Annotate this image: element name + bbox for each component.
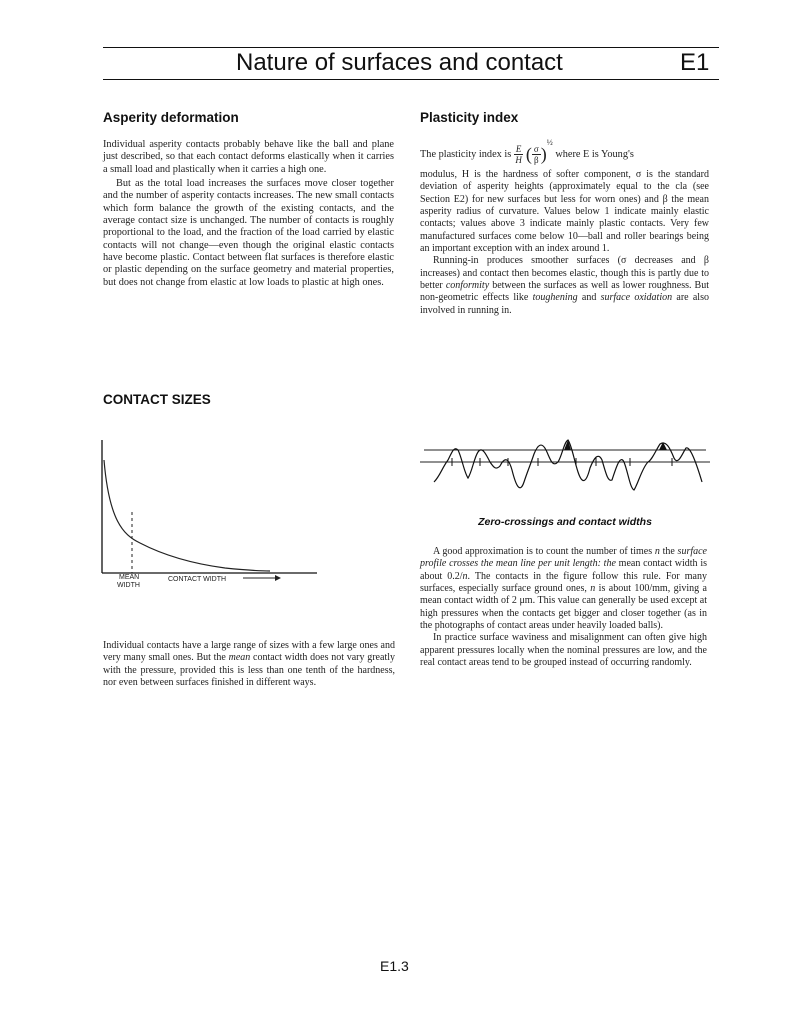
contact-sizes-heading: CONTACT SIZES [103,392,211,407]
zero-crossings-text [420,546,707,669]
distribution-curve [104,460,270,571]
surface-profile-figure [420,432,710,502]
plasticity-heading: Plasticity index [420,110,519,125]
mean-label-line1: MEAN [119,574,140,581]
formula-exponent: ½ [546,138,553,147]
formula-trail-text: where E is Young's [555,149,634,160]
axis-arrow-head [275,575,281,581]
header-rule-bottom [103,79,719,80]
zero-crossings-paragraph-2: In practice surface waviness and misalignment can often give high apparent pressures locally when the nominal pressures are low, and the real contact areas tend to be grouped instead of occurring randomly. [420,632,707,669]
header-rule-top [103,47,719,48]
figure-caption: Zero-crossings and contact widths [478,516,652,528]
asperity-paragraph-2: But as the total load increases the surfaces move closer together and the number of asperity contacts increases. The new small contacts which form balance the growth of the existing contacts, and the average contact size is unchanged. The number of contacts is roughly proportional to the load, and the fraction of the load carried by elastic contacts will not change—even though the original elastic contacts have become plastic. Contact between flat surfaces is therefore elastic or plastic depending on the surface geometry and material properties, but does not change from elastic at low loads to plastic at high ones. [103,178,394,288]
asperity-heading: Asperity deformation [103,110,239,125]
section-code: E1 [680,49,710,76]
contact-size-distribution-graph [95,430,325,600]
plasticity-paragraph-2: Running-in produces smoother surfaces (σ decreases and β increases) and contact then becomes elastic, though this is partly due to better conformity between the surfaces as well as lower roughness. But non-geometric effects like toughening and surface oxidation are also involved in running in. [420,255,709,316]
fraction-sigma-over-beta: $\frac{\sigma}{\beta}$ [533,144,539,166]
plasticity-formula: The plasticity index is $\frac{E}{H}$ ( $\frac{\sigma}{\beta}$ )$^{\frac{1}{2}}$ where E is Young's [420,138,634,166]
asperity-paragraph-1: Individual asperity contacts probably behave like the ball and plane just described, so that each contact deforms elastically when it carries a small load and plastically when it carries a high one. [103,139,394,175]
page-number: E1.3 [380,958,409,974]
contact-sizes-text [103,640,395,689]
plasticity-paragraph-1: modulus, H is the hardness of softer component, σ is the standard deviation of asperity heights (approximately equal to the cla (see Section E2) for new surfaces but less for worn ones) and β the mean asperity radius of curvature. Values below 1 indicate mainly elastic contacts; values above 3 indicate mainly plastic contacts. Very few manufactured surfaces come below 10—ball and roller bearings being an important exception with an index around 1. [420,169,709,255]
formula-lead-text: The plasticity index is [420,149,512,160]
page-title: Nature of surfaces and contact [236,49,563,76]
graph-x-label: CONTACT WIDTH [168,576,227,583]
plasticity-text [420,169,709,317]
asperity-text [103,139,394,289]
contact-sizes-paragraph: Individual contacts have a large range of sizes with a few large ones and very many small ones. But the mean contact width does not vary greatly with the pressure, provided this is less than one tenth of the hardness, nor even between surfaces finished in different ways. [103,640,395,689]
mean-label-line2: WIDTH [117,582,140,589]
zero-crossings-paragraph-1: A good approximation is to count the number of times n the surface profile crosses the mean line per unit length: the mean contact width is about 0.2/n. The contacts in the figure follow this rule. For many surfaces, especially surface ground ones, n is about 100/mm, giving a mean contact width of 2 μm. This value can generally be used except at high pressures when the contacts get bigger and closer together (as in the photographs of contact areas under heavily loaded balls). [420,546,708,632]
fraction-e-over-h: $\frac{E}{H}$ [515,144,522,166]
